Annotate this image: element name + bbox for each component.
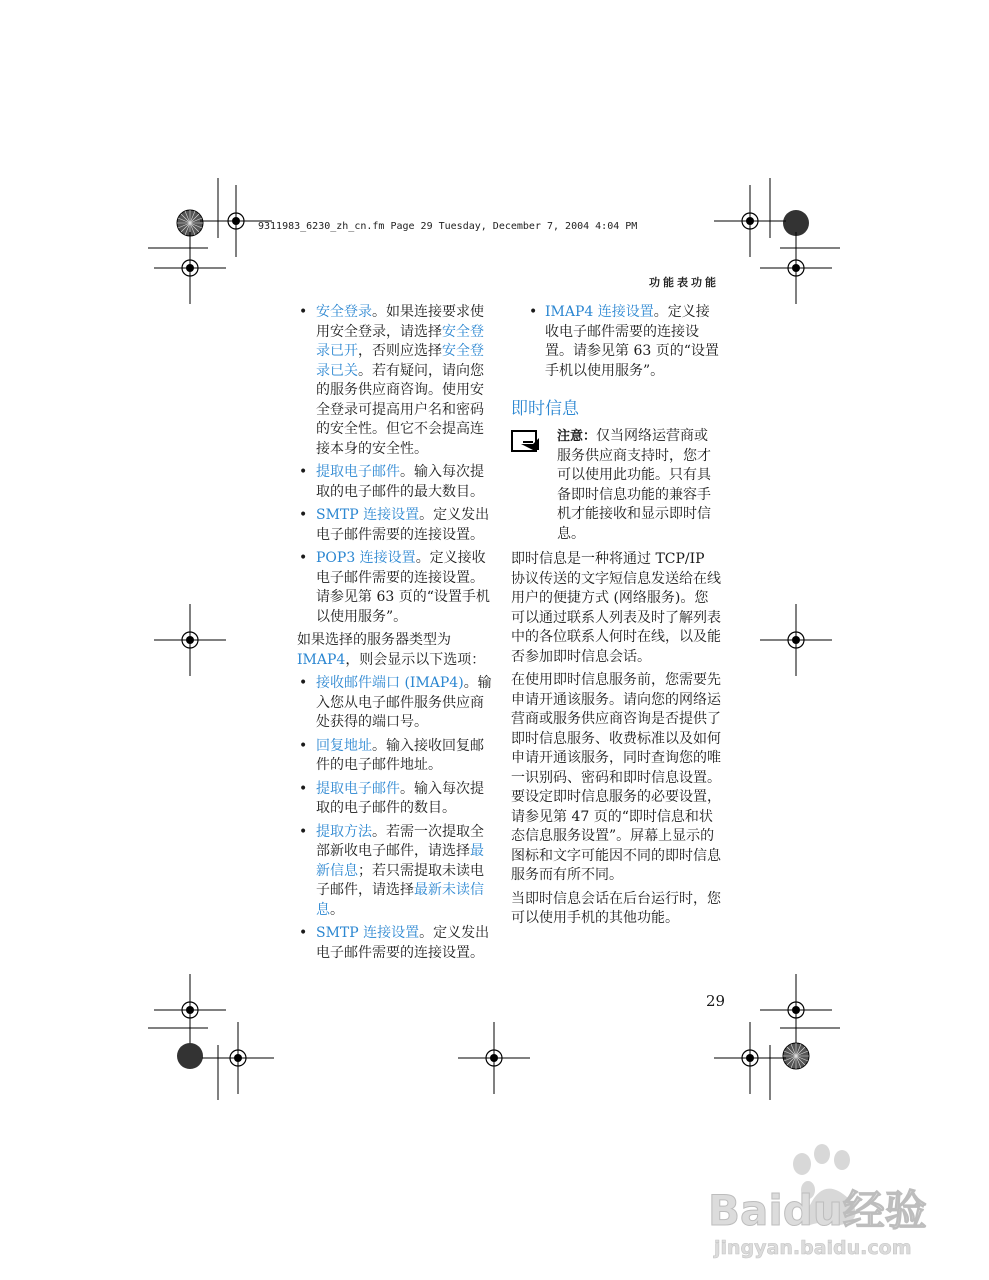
item-text: 。若有疑问，请向您的服务供应商咨询。使用安全登录可提高用户名和密码的安全性。但它不会提高连接本身的安全性。 (316, 362, 484, 457)
item-text: 。如果连接要求使用安全登录，请选择 (316, 304, 484, 340)
list-item (297, 506, 497, 545)
print-header: 9311983_6230_zh_cn.fm Page 29 Tuesday, December 7, 2004 4:04 PM (258, 221, 638, 232)
item-text: 。定义发出电子邮件需要的连接设置。 (316, 507, 490, 543)
list-item (511, 303, 721, 381)
item-text: ，否则应选择 (358, 343, 442, 359)
body-paragraph: 在使用即时信息服务前，您需要先申请开通该服务。请向您的网络运营商或服务供应商咨询是否提供了即时信息服务、收费标准以及如何申请开通该服务，同时查询您的唯一识别码、密码和即时信息设置。要设定即时信息服务的必要设置，请参见第 47 页的“即时信息和状态信息服务设置”。屏幕上显示的图标和文字可能因不同的即时信息服务而有所不同。 (511, 672, 721, 883)
link-imap4[interactable]: IMAP4 (297, 651, 346, 668)
link-pop3-settings[interactable]: POP3 连接设置 (316, 550, 416, 566)
note-label: 注意： (557, 429, 597, 444)
bullet-icon: • (299, 925, 308, 941)
bullet-icon: • (299, 550, 308, 566)
item-text: 。若需一次提取全部新收电子邮件，请选择 (316, 823, 484, 859)
list-item (297, 549, 497, 627)
item-text: 。 (330, 901, 344, 918)
note-icon (511, 430, 541, 454)
item-text: 。输入每次提取的电子邮件的数目。 (316, 780, 484, 816)
item-text: ；若只需提取未读电子邮件，请选择 (316, 862, 484, 898)
bullet-icon: • (529, 304, 538, 320)
right-column (511, 303, 721, 933)
watermark-brand: Baidu经验 (708, 1186, 927, 1235)
link-secure-login-off[interactable]: 安全登录已关 (316, 343, 484, 379)
list-item (297, 924, 497, 963)
link-retrieval-method[interactable]: 提取方法 (316, 823, 372, 840)
list-item (297, 303, 497, 459)
item-text: 。定义接收电子邮件需要的连接设置。请参见第 63 页的“设置手机以使用服务”。 (316, 550, 490, 625)
link-retrieve-email[interactable]: 提取电子邮件 (316, 464, 400, 480)
bullet-icon: • (299, 823, 308, 840)
bullet-icon: • (299, 304, 308, 320)
list-item (297, 463, 497, 502)
link-imap4-settings[interactable]: IMAP4 连接设置 (545, 304, 654, 320)
note-box (511, 427, 721, 544)
link-incoming-port[interactable]: 接收邮件端口 (IMAP4) (316, 675, 464, 691)
intro-text: 如果选择的服务器类型为 (297, 632, 451, 648)
item-text: 。输入接收回复邮件的电子邮件地址。 (316, 737, 484, 773)
page-number: 29 (706, 992, 726, 1010)
item-text: 。输入每次提取的电子邮件的最大数目。 (316, 464, 484, 500)
link-smtp-settings[interactable]: SMTP 连接设置 (316, 925, 420, 941)
link-latest-messages[interactable]: 最新信息 (316, 843, 484, 879)
left-column (297, 303, 497, 967)
intro-paragraph (297, 631, 497, 670)
link-retrieve-email[interactable]: 提取电子邮件 (316, 780, 400, 797)
link-reply-address[interactable]: 回复地址 (316, 737, 372, 754)
link-latest-unread[interactable]: 最新未读信息 (316, 882, 484, 918)
list-item (297, 737, 497, 776)
link-secure-login-on[interactable]: 安全登录已开 (316, 323, 484, 359)
bullet-icon: • (299, 464, 308, 480)
bullet-icon: • (299, 675, 308, 691)
section-label: 功能表功能 (649, 276, 719, 289)
item-text: 。输入您从电子邮件服务供应商处获得的端口号。 (316, 675, 492, 730)
body-paragraph: 即时信息是一种将通过 TCP/IP 协议传送的文字短信息发送给在线用户的便捷方式 (网络服务)。您可以通过联系人列表及时了解列表中的各位联系人何时在线，以及能否参加即时信息会话。 (511, 551, 721, 665)
link-smtp-settings[interactable]: SMTP 连接设置 (316, 507, 420, 523)
bullet-icon: • (299, 737, 308, 754)
section-heading: 即时信息 (511, 399, 579, 419)
baidu-jingyan-watermark (700, 1140, 940, 1265)
intro-text-2: ，则会显示以下选项： (345, 651, 486, 668)
body-paragraph: 当即时信息会话在后台运行时，您可以使用手机的其他功能。 (511, 890, 721, 926)
item-text: 。定义发出电子邮件需要的连接设置。 (316, 925, 490, 961)
note-text: 仅当网络运营商或服务供应商支持时，您才可以使用此功能。只有具备即时信息功能的兼容手机才能接收和显示即时信息。 (557, 428, 711, 542)
bullet-icon: • (299, 780, 308, 797)
list-item (297, 674, 497, 733)
list-item (297, 823, 497, 921)
watermark-url: jingyan.baidu.com (714, 1237, 912, 1259)
bullet-icon: • (299, 507, 308, 523)
link-secure-login[interactable]: 安全登录 (316, 304, 372, 320)
list-item (297, 780, 497, 819)
item-text: 。定义接收电子邮件需要的连接设置。请参见第 63 页的“设置手机以使用服务”。 (545, 304, 719, 379)
